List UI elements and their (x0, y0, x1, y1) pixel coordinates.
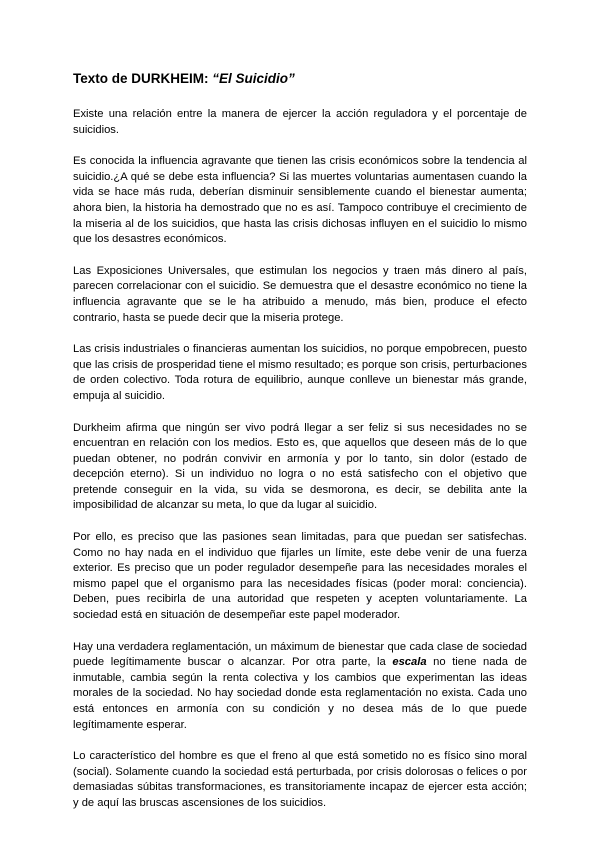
paragraph-7-end: no tiene nada de inmutable, cambia según la renta colectiva y los cambios que experimentan las ideas morales de la sociedad. No hay sociedad donde esta reglamentación no exista. Cada uno está entonces en armonía con su condición y no desea más de lo que puede legítimamente esperar. (73, 656, 527, 731)
paragraph-1: Existe una relación entre la manera de ejercer la acción reguladora y el porcentaje de suicidios. (73, 108, 527, 136)
document-page (73, 70, 527, 828)
paragraph-7-start: Hay una verdadera reglamentación, un máximum de bienestar que cada clase de sociedad puede legítimamente buscar o alcanzar. Por otra parte, la (73, 640, 527, 669)
document-title (73, 70, 527, 87)
paragraph-4: Las crisis industriales o financieras aumentan los suicidios, no porque empobrecen, puesto que las crisis de prosperidad tiene el mismo resultado; es porque son crisis, perturbaciones de orden colectivo. Toda rotura de equilibrio, aunque conlleve un bienestar más grande, empuja al suicidio. (73, 343, 527, 402)
paragraph-3: Las Exposiciones Universales, que estimulan los negocios y traen más dinero al país, parecen correlacionar con el suicidio. Se demuestra que el desastre económico no tiene la influencia agravante que se le ha atribuido a menudo, más bien, produce el efecto contrario, hasta se puede decir que la miseria protege. (73, 264, 527, 324)
title-work: “El Suicidio” (212, 71, 295, 86)
paragraph-6: Por ello, es preciso que las pasiones sean limitadas, para que puedan ser satisfechas. Como no hay nada en el individuo que fijarles un límite, este debe venir de una fuerza exterior. Es preciso que un poder regulador desempeñe para las necesidades morales el mismo papel que el organismo para las necesidades físicas (poder moral: conciencia). Deben, pues recibirla de una autoridad que respeten y acepten voluntariamente. La sociedad está en situación de desempeñar este papel moderador. (73, 531, 527, 622)
paragraph-7-emphasis: escala (392, 656, 427, 669)
paragraph-2: Es conocida la influencia agravante que tienen las crisis económicos sobre la tendencia al suicidio.¿A qué se debe esta influencia? Si las muertes voluntarias aumentasen cuando la vida se hace más ruda, deberían disminuir sensiblemente cuando el bienestar aumenta; ahora bien, la historia ha demostrado que no es así. Tampoco contribuye el crecimiento de la miseria al de los suicidios, que hasta las crisis dichosas influyen en el suicidio lo mismo que los desastres económicos. (73, 155, 527, 246)
paragraph-8: Lo característico del hombre es que el freno al que está sometido no es físico sino moral (social). Solamente cuando la sociedad está perturbada, por crisis dolorosas o felices o por demasiadas súbitas transformaciones, es transitoriamente incapaz de ejercer esta acción; y de aquí las bruscas ascensiones de los suicidios. (73, 750, 527, 809)
paragraph-5: Durkheim afirma que ningún ser vivo podrá llegar a ser feliz si sus necesidades no se encuentran en relación con los medios. Esto es, que aquellos que deseen más de lo que puedan obtener, no podrán convivir en armonía y por lo tanto, sin dolor (estado de decepción eterno). Si un individuo no logra o no está satisfecho con el objetivo que pretende conseguir en la vida, su vida se desmorona, es decir, se debilita ante la imposibilidad de alcanzar su meta, lo que da lugar al suicidio. (73, 421, 527, 512)
title-prefix: Texto de DURKHEIM: (73, 71, 213, 86)
paragraph-7 (73, 640, 527, 734)
